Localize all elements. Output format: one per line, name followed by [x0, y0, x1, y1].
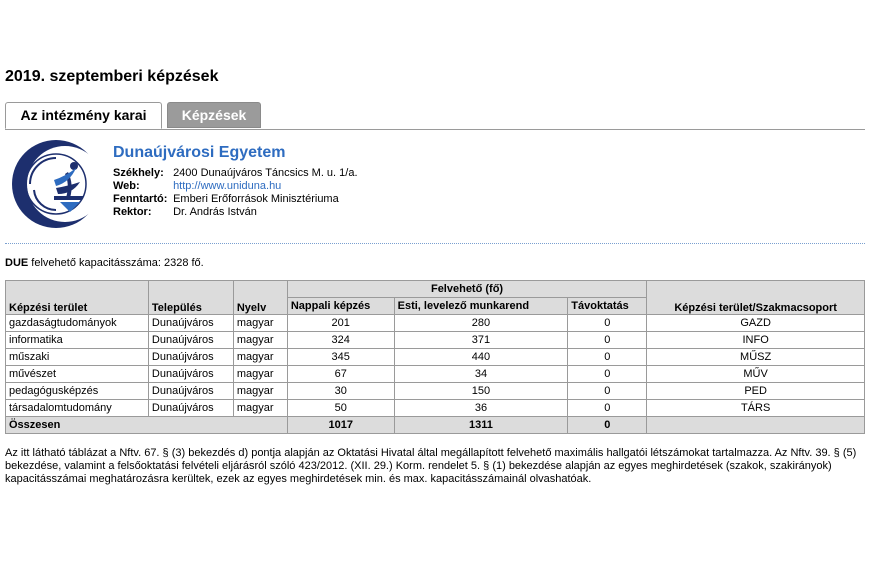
table-row — [6, 383, 865, 400]
header-field-group: Képzési terület/Szakmacsoport — [647, 281, 865, 315]
capacity-table — [5, 280, 865, 434]
total-label: Összesen — [6, 417, 288, 434]
cell-language: magyar — [233, 349, 287, 366]
cell-city: Dunaújváros — [148, 383, 233, 400]
header-distance: Távoktatás — [568, 298, 647, 315]
header-evening: Esti, levelező munkarend — [394, 298, 568, 315]
cell-distance: 0 — [568, 349, 647, 366]
info-value: Emberi Erőforrások Minisztériuma — [173, 193, 339, 205]
cell-daytime: 345 — [287, 349, 394, 366]
table-row — [6, 332, 865, 349]
info-label: Web: — [113, 180, 140, 192]
header-daytime: Nappali képzés — [287, 298, 394, 315]
website-link[interactable]: http://www.uniduna.hu — [173, 180, 282, 192]
cell-group: TÁRS — [647, 400, 865, 417]
total-daytime: 1017 — [287, 417, 394, 434]
total-distance: 0 — [568, 417, 647, 434]
cell-daytime: 30 — [287, 383, 394, 400]
tab-bar — [5, 102, 865, 130]
cell-language: magyar — [233, 383, 287, 400]
cell-language: magyar — [233, 315, 287, 332]
capacity-abbr: DUE — [5, 257, 29, 269]
cell-daytime: 201 — [287, 315, 394, 332]
cell-daytime: 324 — [287, 332, 394, 349]
institution-info — [113, 167, 358, 219]
cell-field: pedagógusképzés — [6, 383, 149, 400]
cell-field: műszaki — [6, 349, 149, 366]
cell-group: MŰV — [647, 366, 865, 383]
info-label: Fenntartó: — [113, 193, 168, 205]
cell-city: Dunaújváros — [148, 315, 233, 332]
table-row — [6, 366, 865, 383]
header-admissible-group: Felvehető (fő) — [287, 281, 646, 298]
capacity-text: felvehető kapacitásszáma: 2328 fő. — [31, 257, 204, 269]
cell-daytime: 67 — [287, 366, 394, 383]
info-row-rector — [113, 206, 358, 219]
legal-footnote: Az itt látható táblázat a Nftv. 67. § (3) bekezdés d) pontja alapján az Oktatási Hivatal által megállapított felvehető maximális hallgatói létszámokat tartalmazza. Az Nftv. 39. § (5) bekezdése, valamint a felsőoktatási felvételi eljárásról szóló 423/2012. (XII. 29.) Korm. rendelet 5. § (1) bekezdése alapján az egyes meghirdetések (szakok, szakirányok) kapacitásszámai meghatározásra kerültek, ezek az egyes meghirdetések min. és max. kapacitásszámainál olvashatóak. — [5, 447, 857, 485]
cell-daytime: 50 — [287, 400, 394, 417]
tab-programs[interactable]: Képzések — [167, 102, 261, 128]
cell-field: gazdaságtudományok — [6, 315, 149, 332]
institution-name[interactable]: Dunaújvárosi Egyetem — [113, 144, 286, 161]
cell-language: magyar — [233, 400, 287, 417]
cell-field: informatika — [6, 332, 149, 349]
info-value: Dr. András István — [173, 206, 257, 218]
page-title: 2019. szeptemberi képzések — [5, 68, 219, 85]
cell-distance: 0 — [568, 315, 647, 332]
cell-evening: 150 — [394, 383, 568, 400]
cell-distance: 0 — [568, 400, 647, 417]
info-value: 2400 Dunaújváros Táncsics M. u. 1/a. — [173, 167, 358, 179]
table-row — [6, 400, 865, 417]
cell-language: magyar — [233, 366, 287, 383]
info-row-web — [113, 180, 358, 193]
cell-group: PED — [647, 383, 865, 400]
header-language: Nyelv — [233, 281, 287, 315]
cell-group: GAZD — [647, 315, 865, 332]
cell-group: INFO — [647, 332, 865, 349]
cell-field: művészet — [6, 366, 149, 383]
capacity-statement — [5, 257, 204, 269]
total-evening: 1311 — [394, 417, 568, 434]
table-row — [6, 315, 865, 332]
header-field: Képzési terület — [6, 281, 149, 315]
cell-group: MŰSZ — [647, 349, 865, 366]
cell-evening: 34 — [394, 366, 568, 383]
cell-distance: 0 — [568, 332, 647, 349]
total-group — [647, 417, 865, 434]
dotted-divider — [5, 243, 865, 244]
table-total-row — [6, 417, 865, 434]
table-row — [6, 349, 865, 366]
cell-field: társadalomtudomány — [6, 400, 149, 417]
cell-distance: 0 — [568, 383, 647, 400]
info-label: Rektor: — [113, 206, 152, 218]
cell-language: magyar — [233, 332, 287, 349]
cell-evening: 371 — [394, 332, 568, 349]
info-label: Székhely: — [113, 167, 164, 179]
info-row-maintainer — [113, 193, 358, 206]
cell-evening: 440 — [394, 349, 568, 366]
cell-city: Dunaújváros — [148, 366, 233, 383]
cell-evening: 280 — [394, 315, 568, 332]
cell-evening: 36 — [394, 400, 568, 417]
cell-city: Dunaújváros — [148, 400, 233, 417]
header-city: Település — [148, 281, 233, 315]
info-row-seat — [113, 167, 358, 180]
university-logo-icon — [10, 138, 102, 230]
cell-city: Dunaújváros — [148, 349, 233, 366]
cell-distance: 0 — [568, 366, 647, 383]
tab-institution-faculties[interactable]: Az intézmény karai — [5, 102, 162, 129]
cell-city: Dunaújváros — [148, 332, 233, 349]
